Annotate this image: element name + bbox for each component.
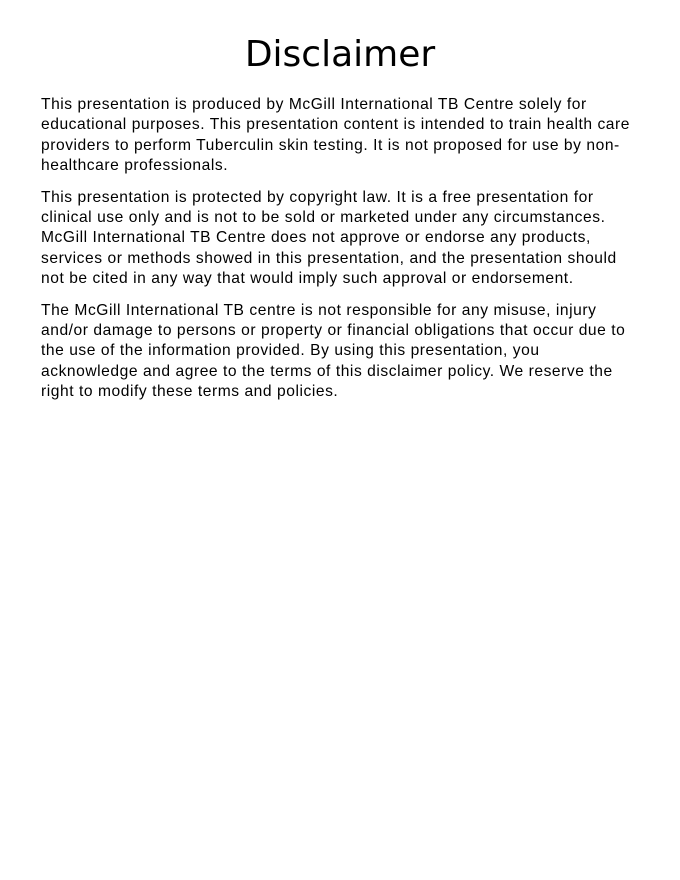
disclaimer-paragraph-liability: The McGill International TB centre is not responsible for any misuse, injury and/or damage to persons or property or financial obligations that occur due to the use of the information provided. By using this presentation, you acknowledge and agree to the terms of this disclaimer policy. We reserve the right to modify these terms and policies. bbox=[41, 301, 626, 401]
disclaimer-paragraph-copyright: This presentation is protected by copyright law. It is a free presentation for clinical use only and is not to be sold or marketed under any circumstances. McGill International TB Centre does not approve or endorse any products, services or methods showed in this presentation, and the presentation should not be cited in any way that would imply such approval or endorsement. bbox=[41, 188, 617, 288]
slide-title: Disclaimer bbox=[244, 34, 436, 75]
disclaimer-paragraph-purpose: This presentation is produced by McGill International TB Centre solely for educational purposes. This presentation content is intended to train health care providers to perform Tuberculin skin testing. It is not proposed for use by non-healthcare professionals. bbox=[41, 96, 630, 175]
disclaimer-body bbox=[41, 95, 639, 414]
